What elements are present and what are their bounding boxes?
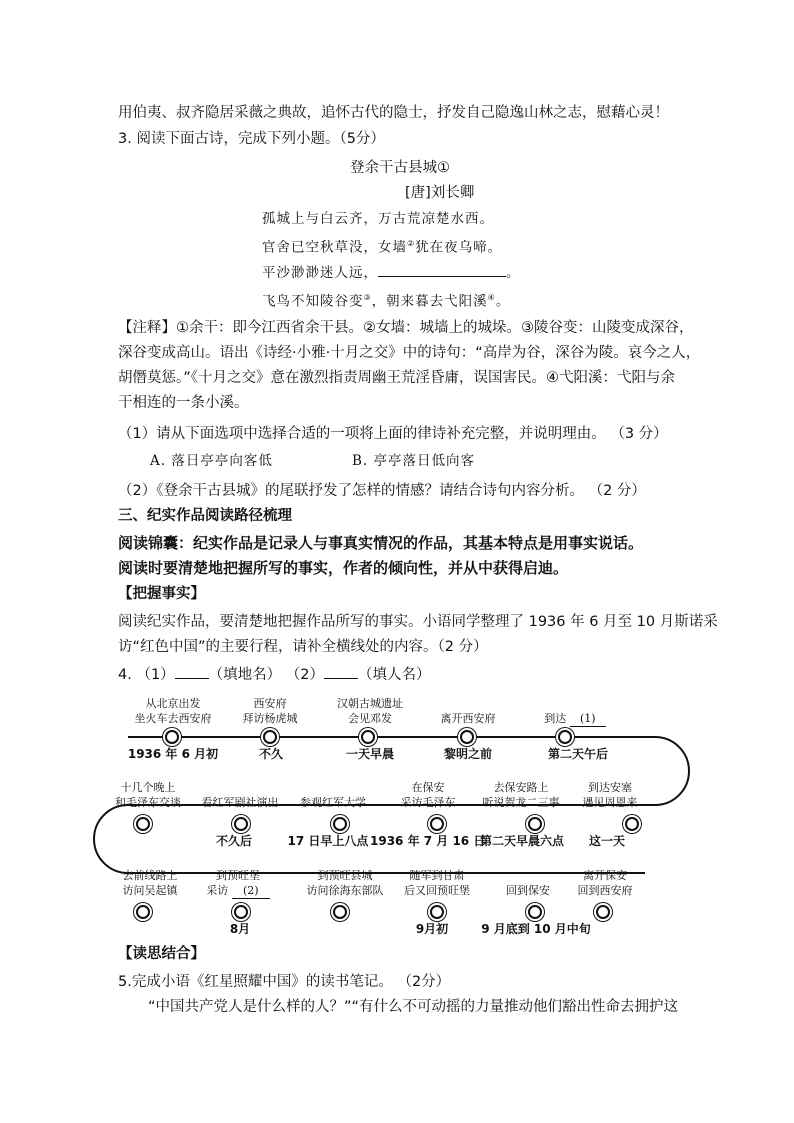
event-ruins-l1: 汉朝古城遗址 xyxy=(337,697,403,710)
event-university xyxy=(283,795,383,810)
date-r3-2: 9月初 xyxy=(415,922,449,936)
event-back-xian xyxy=(555,868,655,898)
poem-line-2b: 犹在夜乌啼。 xyxy=(415,239,503,256)
event-helong-l1: 去保安路上 xyxy=(493,781,549,794)
timeline-node-r2-1 xyxy=(136,817,150,831)
poem-answer-blank[interactable] xyxy=(378,262,506,277)
event-yuwangbao-l2: 采访 xyxy=(206,884,229,897)
event-university-l1: 参观红军大学 xyxy=(300,796,366,809)
option-a: A. 落日亭亭向客低 xyxy=(150,453,273,469)
date-r1-5: 第二天午后 xyxy=(547,747,608,761)
reflect-heading: 【读思结合】 xyxy=(118,946,205,962)
notes-line-2: 深谷变成高山。语出《诗经·小雅·十月之交》中的诗句：“高岸为谷，深谷为陵。哀今之人， xyxy=(118,345,701,361)
itinerary-timeline xyxy=(0,690,794,950)
event-interview-mao-l2: 采访毛泽东 xyxy=(400,796,456,809)
timeline-node-r2-3 xyxy=(333,817,347,831)
date-r3-1: 8月 xyxy=(229,922,251,936)
event-arrive xyxy=(530,711,620,727)
date-r1-1: 1936 年 6 月初 xyxy=(127,747,219,761)
notes-line-1: 【注释】①余干：即今江西省余干县。②女墙：城墙上的城垛。③陵谷变：山陵变成深谷， xyxy=(118,320,694,336)
event-interview-mao xyxy=(378,780,478,810)
event-arrive-l1: 到达 xyxy=(544,712,567,725)
q4-suffix: （填人名） xyxy=(358,667,431,683)
event-ansai-l2: 遇见周恩来 xyxy=(582,796,638,809)
facts-line-2: 访“红色中国”的主要行程，请补全横线处的内容。（2 分） xyxy=(118,639,488,655)
timeline-node-r2-4 xyxy=(430,817,444,831)
notes-line-4: 干相连的一条小溪。 xyxy=(118,395,249,411)
event-xian-l1: 西安府 xyxy=(253,697,287,710)
event-yuwangbao-l1: 到预旺堡 xyxy=(216,869,260,882)
q5-prompt: 5.完成小语《红星照耀中国》的读书笔记。 （2分） xyxy=(118,974,451,990)
poem-line-1: 孤城上与白云齐，万古荒凉楚水西。 xyxy=(262,211,494,227)
date-r1-4: 黎明之前 xyxy=(443,747,492,761)
event-talks-l2: 和毛泽东交谈 xyxy=(115,796,181,809)
q5-text: “中国共产党人是什么样的人？”“有什么不可动摇的力量推动他们豁出性命去拥护这 xyxy=(148,999,679,1015)
q3-sub1: （1）请从下面选项中选择合适的一项将上面的律诗补充完整，并说明理由。 （3 分） xyxy=(118,426,668,442)
poem-line-2a: 官舍已空秋草没，女墙 xyxy=(262,239,407,256)
poem-line-3a: 平沙渺渺迷人远， xyxy=(262,265,378,281)
timeline-node-r1-1 xyxy=(165,730,179,744)
timeline-node-r3-5 xyxy=(528,905,542,919)
footnote-4: ④ xyxy=(487,293,496,302)
q3-sub2: （2）《登余干古县城》的尾联抒发了怎样的情感？请结合诗句内容分析。 （2 分） xyxy=(118,483,646,499)
poem-line-4a: 飞鸟不知陵谷变 xyxy=(262,293,364,310)
timeline-node-r1-2 xyxy=(263,730,277,744)
event-gansu-l2: 后又回预旺堡 xyxy=(404,884,470,897)
date-r2-4: 第二天早晨六点 xyxy=(479,834,564,848)
timeline-node-r2-6 xyxy=(625,817,639,831)
date-r2-2: 17 日早上八点 xyxy=(287,834,369,848)
intro-line: 用伯夷、叔齐隐居采薇之典故，追怀古代的隐士，抒发自己隐逸山林之志，慰藉心灵！ xyxy=(118,105,669,121)
event-leave-xian xyxy=(418,711,518,726)
footnote-2: ② xyxy=(407,239,416,248)
event-back-xian-l1: 离开保安 xyxy=(583,869,627,882)
poem-author: [唐]刘长卿 xyxy=(405,185,475,201)
timeline-node-r1-5 xyxy=(558,730,572,744)
timeline-node-r3-4 xyxy=(430,905,444,919)
event-wuqi-l2: 访问吴起镇 xyxy=(122,884,178,897)
date-r2-5: 这一天 xyxy=(588,834,625,848)
poem-line-3 xyxy=(262,262,521,283)
date-r2-1: 不久后 xyxy=(215,834,252,848)
notes-line-3: 胡僭莫惩。”《十月之交》意在激烈指责周幽王荒淫昏庸，误国害民。④弋阳溪：弋阳与余 xyxy=(118,370,676,386)
event-interview-mao-l1: 在保安 xyxy=(411,781,445,794)
q4-line xyxy=(118,665,431,685)
tip-line-1: 阅读锦囊：纪实作品是记录人与事真实情况的作品，其基本特点是用事实说话。 xyxy=(118,534,644,552)
timeline-blank-1[interactable]: (1) xyxy=(570,711,606,727)
poem-line-4b: ，朝来暮去弋阳溪 xyxy=(371,293,488,310)
date-r2-3: 1936 年 7 月 16 日 xyxy=(370,834,486,848)
event-theatre xyxy=(185,795,295,810)
event-xian-l2: 拜访杨虎城 xyxy=(242,712,298,725)
event-xuhaidong-l1: 到预旺县城 xyxy=(317,869,373,882)
q4-prefix: 4. （1） xyxy=(118,667,175,683)
q3-prompt: 3. 阅读下面古诗，完成下列小题。（5分） xyxy=(118,131,385,147)
timeline-node-r3-6 xyxy=(596,905,610,919)
event-leave-xian-l1: 离开西安府 xyxy=(440,712,496,725)
event-gansu xyxy=(382,868,492,898)
event-ruins xyxy=(320,696,420,726)
timeline-node-r1-4 xyxy=(460,730,474,744)
poem-line-4 xyxy=(262,288,510,312)
date-r3-3: 9 月底到 10 月中旬 xyxy=(481,922,591,936)
poem-line-2 xyxy=(262,234,502,258)
option-b: B. 亭亭落日低向客 xyxy=(352,453,476,469)
event-beijing xyxy=(118,696,228,726)
facts-line-1: 阅读纪实作品，要清楚地把握作品所写的事实。小语同学整理了 1936 年 6 月至 10 月斯诺采 xyxy=(118,614,718,630)
event-yuwangbao xyxy=(188,868,288,899)
event-helong-l2: 听说贺龙二三事 xyxy=(482,796,560,809)
event-theatre-l1: 看红军剧社演出 xyxy=(201,796,279,809)
section-heading: 三、纪实作品阅读路径梳理 xyxy=(118,508,292,524)
poem-title: 登余干古县城① xyxy=(350,160,450,176)
event-gansu-l1: 随军到甘肃 xyxy=(409,869,465,882)
tip-line-2: 阅读时要清楚地把握所写的事实，作者的倾向性，并从中获得启迪。 xyxy=(118,559,569,577)
event-back-xian-l2: 回到西安府 xyxy=(577,884,633,897)
facts-heading: 【把握事实】 xyxy=(118,586,205,602)
timeline-node-r3-1 xyxy=(136,905,150,919)
event-back-baoan-l1: 回到保安 xyxy=(506,884,550,897)
q4-blank-1[interactable] xyxy=(175,666,209,679)
event-xian xyxy=(225,696,315,726)
q4-blank-2[interactable] xyxy=(324,666,358,679)
poem-line-3b: 。 xyxy=(506,265,521,281)
event-talks xyxy=(98,780,198,810)
poem-line-4c: 。 xyxy=(495,293,511,310)
event-ansai-l1: 到达安塞 xyxy=(588,781,632,794)
date-r1-3: 一天早晨 xyxy=(345,747,394,761)
timeline-node-r2-5 xyxy=(528,817,542,831)
event-talks-l1: 十几个晚上 xyxy=(120,781,176,794)
event-beijing-l1: 从北京出发 xyxy=(145,697,201,710)
date-r1-2: 不久 xyxy=(258,747,283,761)
event-wuqi xyxy=(100,868,200,898)
footnote-3: ③ xyxy=(363,293,372,302)
event-ruins-l2: 会见邓发 xyxy=(348,712,392,725)
q4-mid: （填地名） （2） xyxy=(208,667,325,683)
timeline-node-r3-2 xyxy=(234,905,248,919)
timeline-blank-2[interactable]: (2) xyxy=(232,883,270,899)
event-ansai xyxy=(560,780,660,810)
event-beijing-l2: 坐火车去西安府 xyxy=(134,712,212,725)
timeline-node-r3-3 xyxy=(333,905,347,919)
timeline-node-r2-2 xyxy=(234,817,248,831)
event-wuqi-l1: 去前线路上 xyxy=(122,869,178,882)
timeline-node-r1-3 xyxy=(361,730,375,744)
event-xuhaidong-l2: 访问徐海东部队 xyxy=(306,884,384,897)
